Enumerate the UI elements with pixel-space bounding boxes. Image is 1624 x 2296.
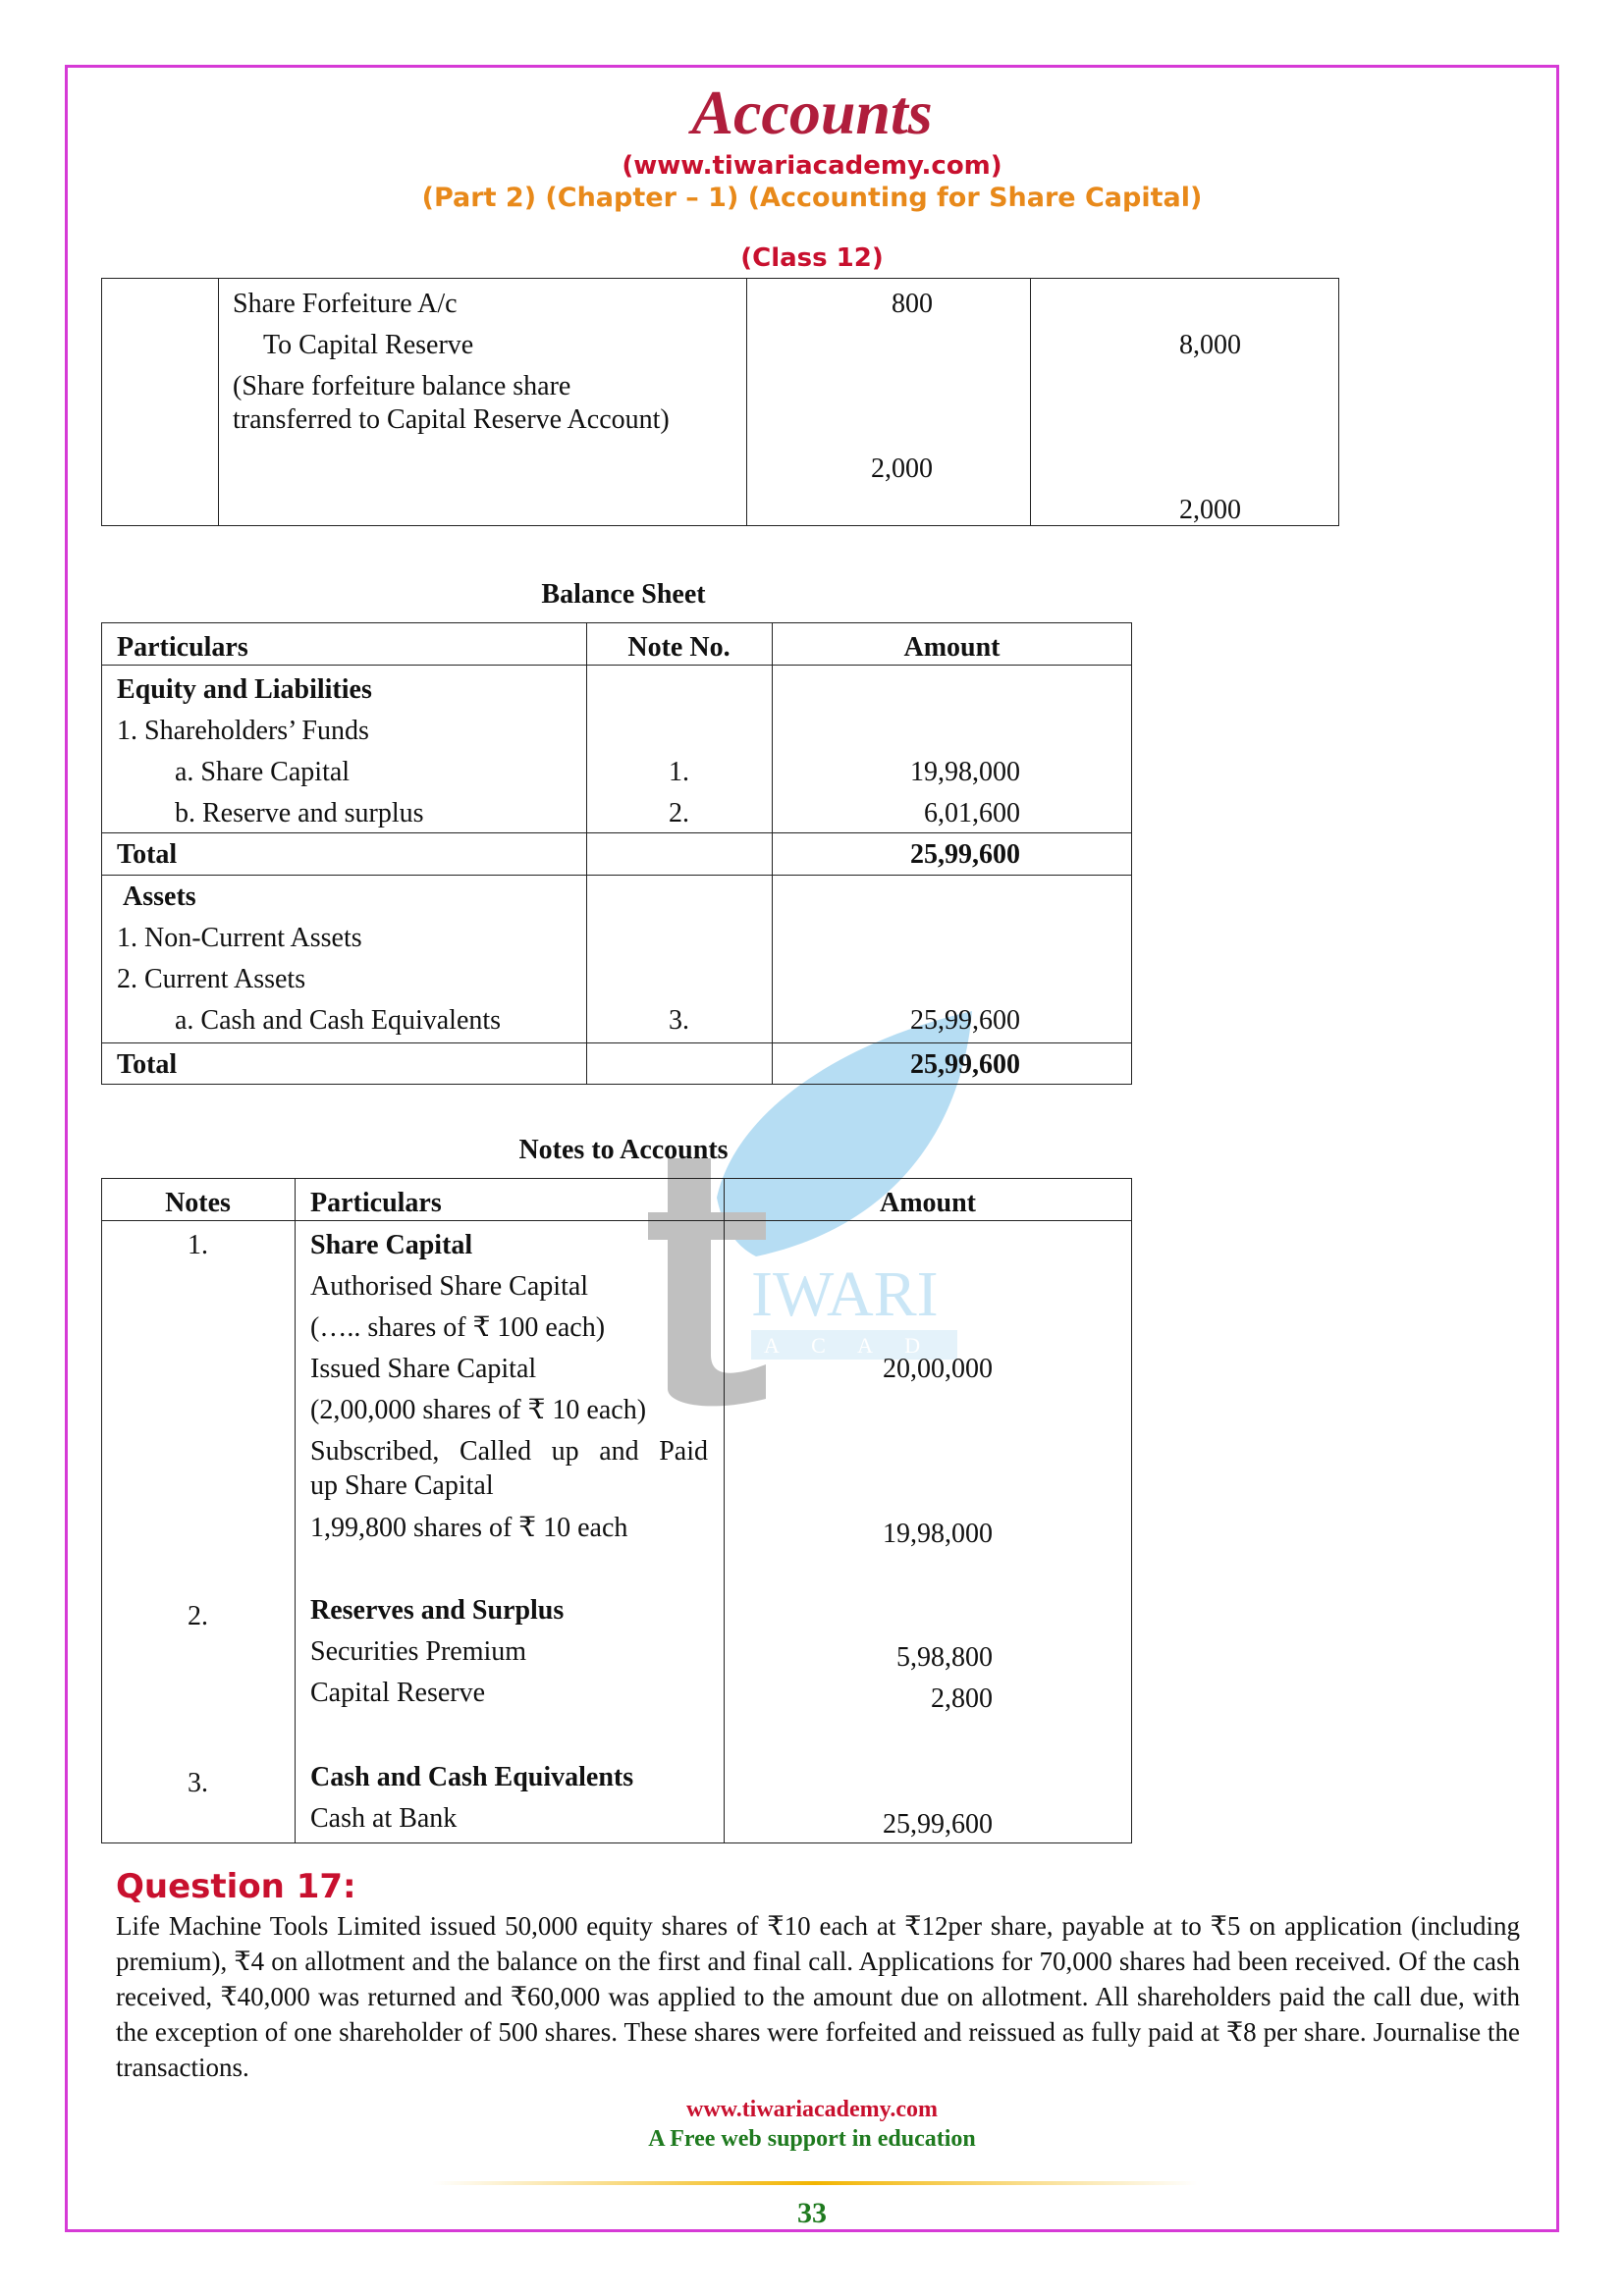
bs-total-2: Total	[117, 1049, 178, 1080]
question-body: Life Machine Tools Limited issued 50,000 equity shares of ₹10 each at ₹12per share, payable at to ₹5 on application (including premium), ₹4 on allotment and the balance on the first and final call. Applications for 70,000 shares had been received. Of the cash received, ₹40,000 was returned and ₹60,000 was applied to the amount due on allotment. All shareholders paid the call due, with the exception of one shareholder of 500 shares. These shares were forfeited and reissued as fully paid at ₹8 per share. Journalise the transactions.	[116, 1911, 1520, 2082]
bs-col-note: Note No.	[627, 632, 731, 663]
journal-narration-1: (Share forfeiture balance share	[233, 371, 571, 401]
bs-share-capital: a. Share Capital	[175, 757, 351, 787]
notes-title: Notes to Accounts	[518, 1135, 729, 1165]
bs-col-particulars: Particulars	[117, 632, 248, 663]
bs-cash: a. Cash and Cash Equivalents	[175, 1005, 502, 1036]
note-reserves-heading: Reserves and Surplus	[310, 1595, 565, 1626]
note-number-3: 3.	[188, 1768, 208, 1798]
note-subscribed-amount: 19,98,000	[883, 1519, 993, 1549]
note-capital-reserve: Capital Reserve	[310, 1678, 486, 1708]
notes-col-amount: Amount	[879, 1188, 976, 1218]
notes-col-particulars: Particulars	[310, 1188, 442, 1218]
bs-cash-note: 3.	[669, 1005, 689, 1036]
watermark-brand: IWARI	[751, 1258, 939, 1330]
note-number-2: 2.	[188, 1601, 208, 1631]
note-share-capital-heading: Share Capital	[310, 1230, 473, 1260]
footer-url[interactable]: www.tiwariacademy.com	[686, 2097, 938, 2122]
bs-current-assets: 2. Current Assets	[117, 964, 306, 994]
bs-total-1-amount: 25,99,600	[910, 839, 1020, 870]
note-cash-at-bank-amount: 25,99,600	[883, 1809, 993, 1840]
notes-table	[101, 1178, 1132, 1843]
bs-total-1: Total	[117, 839, 178, 870]
bs-total-2-amount: 25,99,600	[910, 1049, 1020, 1080]
journal-credit-amount-2: 2,000	[1179, 495, 1241, 525]
note-securities-premium: Securities Premium	[310, 1636, 527, 1667]
bs-equity-heading: Equity and Liabilities	[117, 674, 372, 705]
note-securities-premium-amount: 5,98,800	[896, 1642, 993, 1673]
footer-divider	[432, 2181, 1198, 2185]
journal-credit-account: To Capital Reserve	[263, 330, 474, 360]
bs-share-capital-amount: 19,98,000	[910, 757, 1020, 787]
note-subscribed-line2: up Share Capital	[310, 1470, 494, 1501]
page-number: 33	[797, 2197, 827, 2229]
journal-narration-2: transferred to Capital Reserve Account)	[233, 404, 670, 435]
journal-debit-account: Share Forfeiture A/c	[233, 289, 458, 319]
note-cash-heading: Cash and Cash Equivalents	[310, 1762, 634, 1792]
journal-credit-amount-1: 8,000	[1179, 330, 1241, 360]
note-subscribed-detail: 1,99,800 shares of ₹ 10 each	[310, 1513, 628, 1543]
journal-debit-amount-1: 800	[892, 289, 933, 319]
bs-col-amount: Amount	[903, 632, 1001, 663]
note-subscribed-line1: Subscribed, Called up and Paid	[310, 1436, 708, 1467]
note-capital-reserve-amount: 2,800	[931, 1683, 993, 1714]
bs-reserve-amount: 6,01,600	[924, 798, 1020, 828]
note-issued-detail: (2,00,000 shares of ₹ 10 each)	[310, 1395, 647, 1425]
chapter-subtitle: (Part 2) (Chapter – 1) (Accounting for Share Capital)	[421, 183, 1203, 213]
journal-debit-amount-2: 2,000	[871, 454, 933, 484]
note-authorised-detail: (….. shares of ₹ 100 each)	[310, 1312, 606, 1343]
bs-shareholders-funds: 1. Shareholders’ Funds	[117, 716, 369, 746]
footer-tagline: A Free web support in education	[648, 2126, 976, 2152]
bs-assets-heading: Assets	[123, 881, 196, 912]
bs-reserve-note: 2.	[669, 798, 689, 828]
watermark-tagline: A C A D	[764, 1333, 935, 1358]
bs-cash-amount: 25,99,600	[910, 1005, 1020, 1036]
class-label: (Class 12)	[740, 243, 884, 273]
header-url[interactable]: (www.tiwariacademy.com)	[622, 151, 1002, 181]
bs-share-capital-note: 1.	[669, 757, 689, 787]
bs-non-current-assets: 1. Non-Current Assets	[117, 923, 362, 953]
page-title: Accounts	[691, 78, 933, 147]
question-title: Question 17:	[116, 1867, 356, 1906]
note-cash-at-bank: Cash at Bank	[310, 1803, 458, 1834]
balance-sheet-title: Balance Sheet	[541, 579, 706, 610]
bs-reserve: b. Reserve and surplus	[175, 798, 424, 828]
note-number-1: 1.	[188, 1230, 208, 1260]
note-authorised: Authorised Share Capital	[310, 1271, 589, 1302]
note-issued-amount: 20,00,000	[883, 1354, 993, 1384]
note-issued: Issued Share Capital	[310, 1354, 537, 1384]
notes-col-notes: Notes	[165, 1188, 231, 1218]
